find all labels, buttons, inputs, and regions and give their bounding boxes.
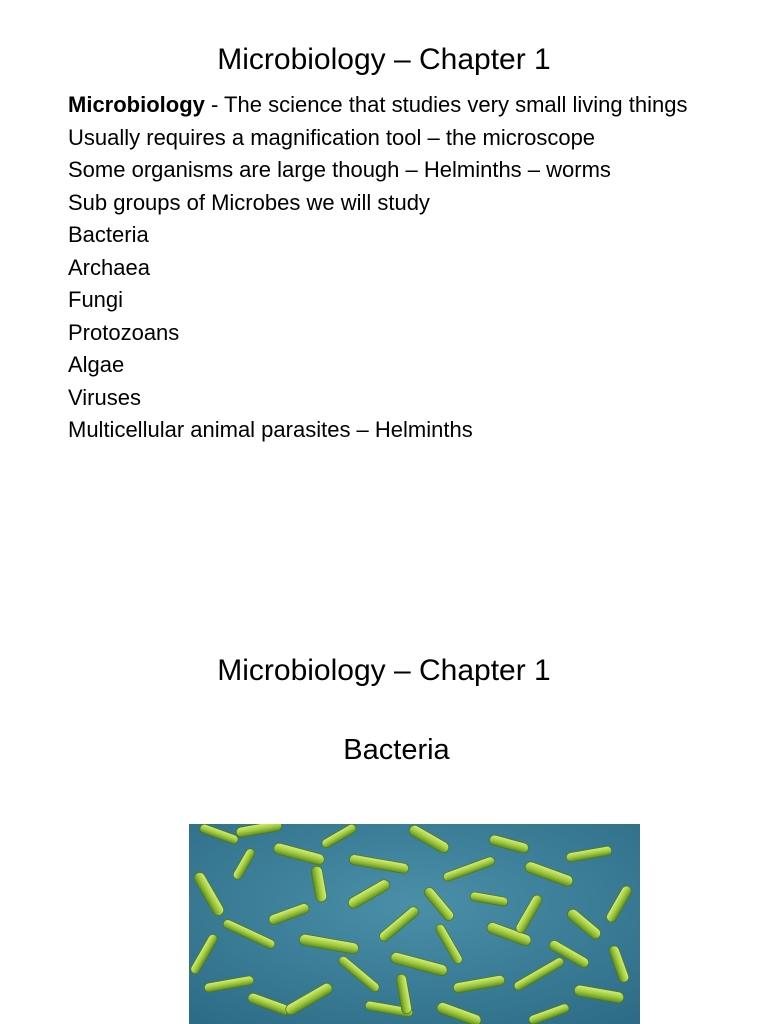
list-item: Some organisms are large though – Helminths – worms	[68, 157, 611, 182]
list-item: Bacteria	[68, 222, 149, 247]
slide-1-body-list	[68, 92, 708, 450]
bacteria-micrograph-svg	[189, 824, 640, 1024]
slide-2-title: Microbiology – Chapter 1	[217, 654, 551, 687]
definition-line	[68, 92, 708, 118]
list-item: Multicellular animal parasites – Helminths	[68, 417, 473, 442]
slide-1-title: Microbiology – Chapter 1	[217, 43, 551, 76]
list-item: Protozoans	[68, 319, 180, 345]
list-item: Sub groups of Microbes we will study	[68, 189, 430, 215]
list-item: Viruses	[68, 384, 141, 410]
slide-2-subtitle: Bacteria	[343, 734, 450, 766]
list-item: Usually requires a magnification tool – the microscope	[68, 124, 596, 150]
definition-term: Microbiology	[68, 92, 205, 117]
bacteria-micrograph-image	[189, 824, 640, 1024]
definition-text: - The science that studies very small living things	[204, 92, 688, 117]
list-item: Algae	[68, 352, 125, 377]
list-item: Archaea	[68, 254, 150, 280]
list-item: Fungi	[68, 287, 124, 312]
